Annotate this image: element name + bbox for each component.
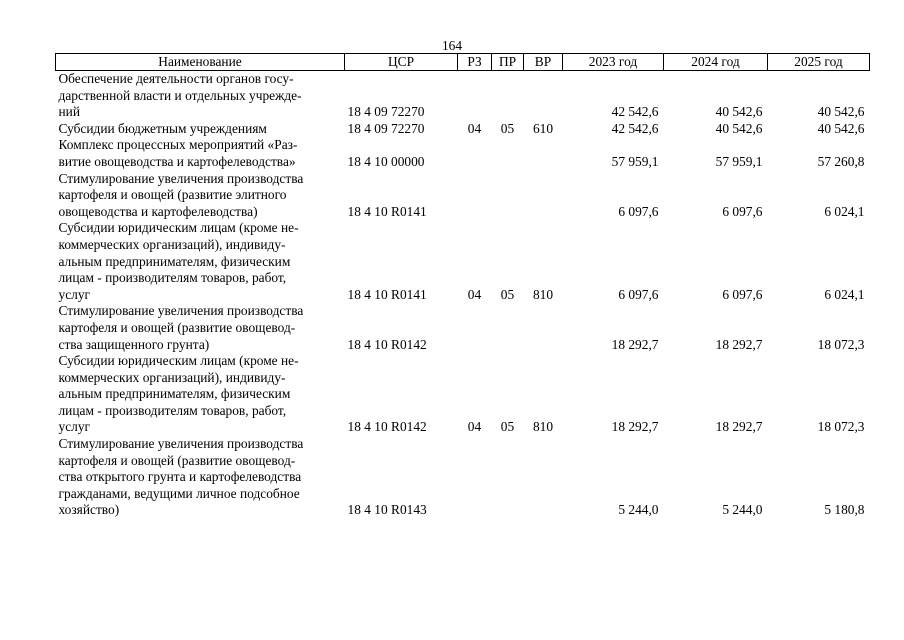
- row-vr: 810: [532, 419, 554, 435]
- table-row: [56, 220, 870, 303]
- row-vr: 810: [532, 286, 554, 302]
- header-csr: ЦСР: [345, 54, 458, 71]
- row-rz: [458, 436, 492, 519]
- row-2023: 18 292,7: [611, 419, 659, 435]
- header-2023: 2023 год: [563, 54, 664, 71]
- row-2025: 18 072,3: [817, 419, 865, 435]
- row-rz: 04: [467, 120, 482, 136]
- row-2024: 18 292,7: [715, 336, 763, 352]
- row-2025: 57 260,8: [817, 153, 865, 169]
- row-rz: 04: [467, 419, 482, 435]
- row-vr: [524, 137, 563, 170]
- row-rz: [458, 171, 492, 221]
- row-name: Стимулирование увеличения производства картофеля и овощей (развитие элитного овощеводства и картофелеводства): [58, 170, 304, 219]
- row-name: Субсидии бюджетным учреждениям: [58, 120, 267, 136]
- row-2024: 57 959,1: [715, 153, 763, 169]
- table-row: [56, 353, 870, 436]
- header-pr: ПР: [492, 54, 524, 71]
- row-pr: [492, 303, 524, 353]
- row-2025: 6 024,1: [824, 203, 865, 219]
- header-rz: РЗ: [458, 54, 492, 71]
- row-vr: [524, 171, 563, 221]
- row-vr: [524, 71, 563, 121]
- row-name: Стимулирование увеличения производства картофеля и овощей (развитие овощевод- ства открытого грунта и картофелеводства гражданами, ведущими личное подсобное хозяйство): [58, 436, 304, 518]
- row-2025: 18 072,3: [817, 336, 865, 352]
- table-header-row: [56, 54, 870, 71]
- row-pr: 05: [500, 419, 515, 435]
- row-csr: 18 4 10 00000: [347, 153, 425, 169]
- table-row: [56, 303, 870, 353]
- row-csr: 18 4 10 R0141: [347, 286, 427, 302]
- row-csr: 18 4 10 R0142: [347, 419, 427, 435]
- row-pr: 05: [500, 120, 515, 136]
- row-2025: 40 542,6: [817, 104, 865, 120]
- row-2023: 6 097,6: [618, 286, 659, 302]
- row-rz: [458, 137, 492, 170]
- row-2024: 18 292,7: [715, 419, 763, 435]
- row-name: Комплекс процессных мероприятий «Раз- витие овощеводства и картофелеводства»: [58, 137, 298, 169]
- row-2024: 40 542,6: [715, 120, 763, 136]
- row-2025: 5 180,8: [824, 502, 865, 518]
- row-rz: [458, 303, 492, 353]
- row-2025: 40 542,6: [817, 120, 865, 136]
- row-pr: [492, 436, 524, 519]
- row-csr: 18 4 09 72270: [347, 104, 425, 120]
- table-row: [56, 436, 870, 519]
- row-name: Субсидии юридическим лицам (кроме не- коммерческих организаций), индивиду- альным предпринимателям, физическим лицам - производителям товаров, работ, услуг: [58, 353, 299, 435]
- row-2024: 5 244,0: [722, 502, 763, 518]
- row-csr: 18 4 10 R0141: [347, 203, 427, 219]
- row-2023: 6 097,6: [618, 203, 659, 219]
- row-pr: [492, 71, 524, 121]
- row-csr: 18 4 10 R0142: [347, 336, 427, 352]
- row-rz: [458, 71, 492, 121]
- header-2024: 2024 год: [664, 54, 768, 71]
- header-2025: 2025 год: [768, 54, 870, 71]
- row-2023: 5 244,0: [618, 502, 659, 518]
- row-pr: [492, 171, 524, 221]
- row-csr: 18 4 09 72270: [347, 120, 425, 136]
- row-2023: 18 292,7: [611, 336, 659, 352]
- row-2023: 42 542,6: [611, 120, 659, 136]
- row-2024: 40 542,6: [715, 104, 763, 120]
- row-name: Обеспечение деятельности органов госу- дарственной власти и отдельных учрежде- ний: [58, 71, 302, 120]
- row-2023: 57 959,1: [611, 153, 659, 169]
- table-row: [56, 171, 870, 221]
- row-2024: 6 097,6: [722, 286, 763, 302]
- row-vr: 610: [532, 120, 554, 136]
- row-rz: 04: [467, 286, 482, 302]
- row-2024: 6 097,6: [722, 203, 763, 219]
- table-row: [56, 71, 870, 121]
- row-csr: 18 4 10 R0143: [347, 502, 427, 518]
- row-pr: 05: [500, 286, 515, 302]
- table-row: [56, 121, 870, 138]
- table-row: [56, 137, 870, 170]
- row-2023: 42 542,6: [611, 104, 659, 120]
- row-name: Стимулирование увеличения производства картофеля и овощей (развитие овощевод- ства защищенного грунта): [58, 303, 304, 352]
- header-vr: ВР: [524, 54, 563, 71]
- header-name: Наименование: [56, 54, 345, 71]
- page-number: 164: [441, 38, 463, 53]
- row-name: Субсидии юридическим лицам (кроме не- коммерческих организаций), индивиду- альным предпринимателям, физическим лицам - производителям товаров, работ, услуг: [58, 220, 299, 302]
- row-pr: [492, 137, 524, 170]
- budget-table: [55, 53, 870, 519]
- row-2025: 6 024,1: [824, 286, 865, 302]
- row-vr: [524, 303, 563, 353]
- row-vr: [524, 436, 563, 519]
